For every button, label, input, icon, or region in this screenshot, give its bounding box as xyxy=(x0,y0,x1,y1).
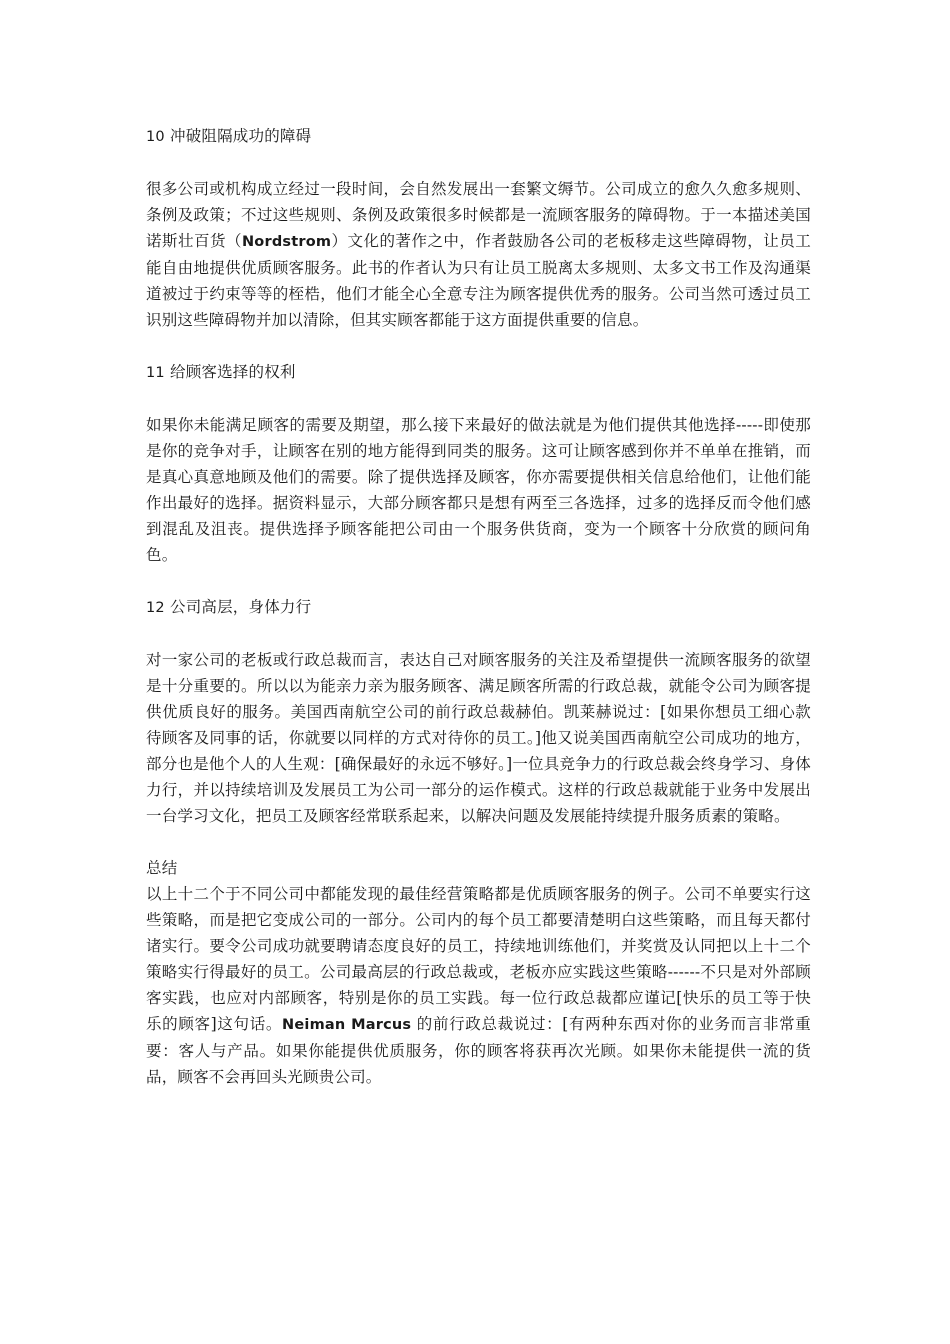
section-paragraph-12: 对一家公司的老板或行政总裁而言，表达自己对顾客服务的关注及希望提供一流顾客服务的欲望是十分重要的。所以以为能亲力亲为服务顾客、满足顾客所需的行政总裁，就能令公司为顾客提供优质良好的服务。美国西南航空公司的前行政总裁赫伯。凯莱赫说过：[如果你想员工细心款待顾客及同事的话，你就要以同样的方式对待你的员工。]他又说美国西南航空公司成功的地方，部分也是他个人的人生观：[确保最好的永远不够好。]一位具竞争力的行政总裁会终身学习、身体力行，并以持续培训及发展员工为公司一部分的运作模式。这样的行政总裁就能于业务中发展出一台学习文化，把员工及顾客经常联系起来，以解决问题及发展能持续提升服务质素的策略。 xyxy=(146,651,811,825)
section-number: 12 xyxy=(146,600,165,616)
paragraph-text: 很多公司或机构成立经过一段时间，会自然发展出一套繁文缛节。公司成立的愈久久愈多规则、条例及政策；不过这些规则、条例及政策很多时候都是一流顾客服务的障碍物。于一本描述美国诺斯壮百货（ xyxy=(146,180,811,250)
section-title: 公司高层，身体力行 xyxy=(170,598,312,616)
summary-title: 总结 xyxy=(146,859,178,877)
section-heading-10 xyxy=(146,123,811,150)
section-paragraph-11: 如果你未能满足顾客的需要及期望，那么接下来最好的做法就是为他们提供其他选择-----即使那是你的竞争对手，让顾客在别的地方能得到同类的服务。这可让顾客感到你并不单单在推销，而是真心真意地顾及他们的需要。除了提供选择及顾客，你亦需要提供相关信息给他们，让他们能作出最好的选择。据资料显示，大部分顾客都只是想有两至三各选择，过多的选择反而令他们感到混乱及沮丧。提供选择予顾客能把公司由一个服务供货商，变为一个顾客十分欣赏的顾问角色。 xyxy=(146,416,811,564)
section-title: 冲破阻隔成功的障碍 xyxy=(170,127,312,145)
document-content xyxy=(146,123,811,1090)
section-paragraph-10 xyxy=(146,176,811,333)
summary-paragraph xyxy=(146,881,811,1090)
section-heading-12 xyxy=(146,594,811,621)
paragraph-text: 的前行政总裁说过：[有两种东西对你的业务而言非常重要：客人与产品。如果你能提供优质服务，你的顾客将获再次光顾。如果你未能提供一流的货品，顾客不会再回头光顾贵公司。 xyxy=(146,1015,811,1086)
paragraph-text: ）文化的著作之中，作者鼓励各公司的老板移走这些障碍物，让员工能自由地提供优质顾客服务。此书的作者认为只有让员工脱离太多规则、太多文书工作及沟通渠道被过于约束等等的桎梏，他们才能全心全意专注为顾客提供优秀的服务。公司当然可透过员工识别这些障碍物并加以清除，但其实顾客都能于这方面提供重要的信息。 xyxy=(146,232,811,329)
section-number: 11 xyxy=(146,365,165,381)
section-heading-11 xyxy=(146,359,811,386)
brand-name: Nordstrom xyxy=(241,234,332,250)
brand-name: Neiman Marcus xyxy=(282,1017,412,1033)
section-title: 给顾客选择的权利 xyxy=(170,363,296,381)
section-number: 10 xyxy=(146,129,165,145)
paragraph-text: 以上十二个于不同公司中都能发现的最佳经营策略都是优质顾客服务的例子。公司不单要实行这些策略，而是把它变成公司的一部分。公司内的每个员工都要清楚明白这些策略，而且每天都付诸实行。要令公司成功就要聘请态度良好的员工，持续地训练他们，并奖赏及认同把以上十二个策略实行得最好的员工。公司最高层的行政总裁或，老板亦应实践这些策略------不只是对外部顾客实践，也应对内部顾客，特别是你的员工实践。每一位行政总裁都应谨记[快乐的员工等于快乐的顾客]这句话。 xyxy=(146,885,811,1033)
